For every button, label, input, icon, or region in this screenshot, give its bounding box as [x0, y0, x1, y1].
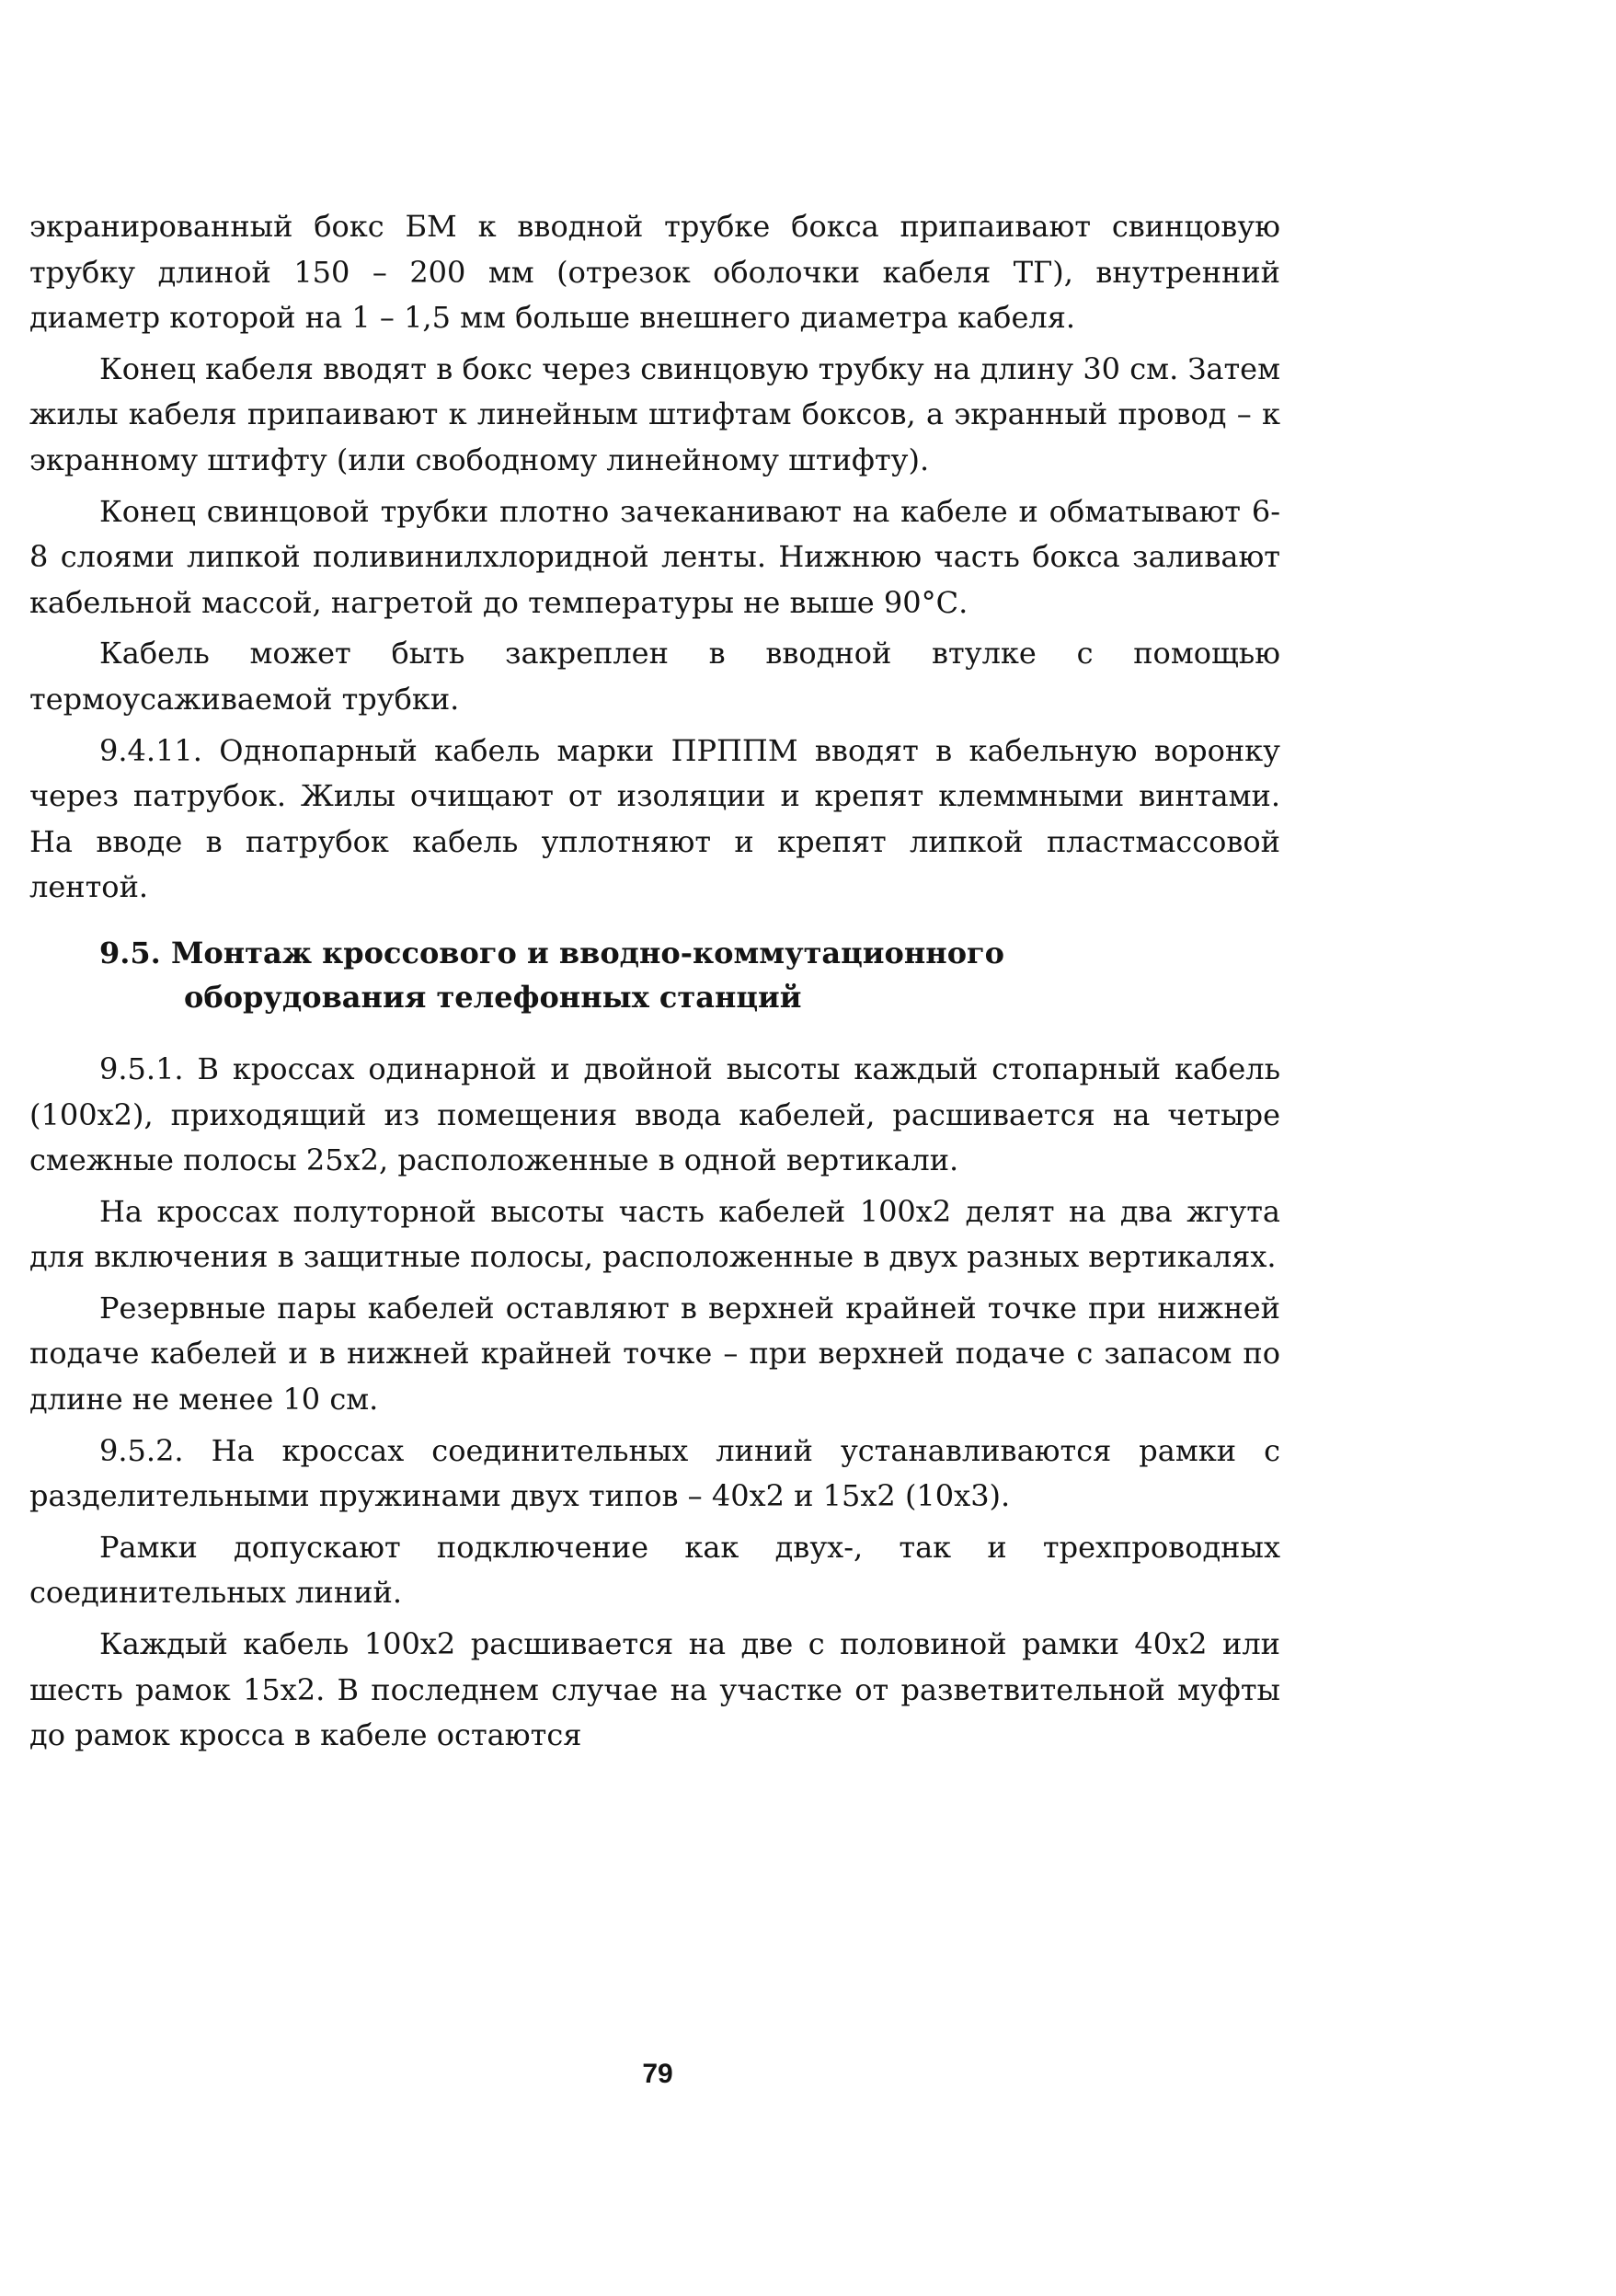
- paragraph: Каждый кабель 100х2 расшивается на две с половиной рамки 40х2 или шесть рамок 15х2. В последнем случае на участке от разветвительной муфты до рамок кросса в кабеле остаются: [29, 1626, 1280, 1753]
- paragraph: 9.4.11. Однопарный кабель марки ПРППМ вводят в кабельную воронку через патрубок. Жилы очищают от изоляции и крепят клеммными винтами. На вводе в патрубок кабель уплотняют и крепят липкой пластмассовой лентой.: [29, 732, 1280, 905]
- paragraph: Резервные пары кабелей оставляют в верхней крайней точке при нижней подаче кабелей и в нижней крайней точке – при верхней подаче с запасом по длине не менее 10 см.: [29, 1290, 1280, 1418]
- paragraph: На кроссах полуторной высоты часть кабелей 100х2 делят на два жгута для включения в защитные полосы, расположенные в двух разных вертикалях.: [29, 1193, 1280, 1275]
- paragraph: 9.5.2. На кроссах соединительных линий устанавливаются рамки с разделительными пружинами двух типов – 40х2 и 15х2 (10х3).: [29, 1432, 1280, 1514]
- page-number: 79: [642, 2059, 673, 2089]
- paragraph: Рамки допускают подключение как двух-, так и трехпроводных соединительных линий.: [29, 1529, 1280, 1611]
- paragraph-continued: экранированный бокс БМ к вводной трубке бокса припаивают свинцовую трубку длиной 150 – 200 мм (отрезок оболочки кабеля ТГ), внутренний диаметр которой на 1 – 1,5 мм больше внешнего диаметра кабеля.: [29, 209, 1280, 336]
- section-heading-line1: 9.5. Монтаж кроссового и вводно-коммутационного: [99, 935, 1004, 970]
- body-text: [29, 204, 1280, 1764]
- section-heading-line2: оборудования телефонных станций: [184, 979, 802, 1015]
- paragraph: Конец свинцовой трубки плотно зачеканивают на кабеле и обматывают 6-8 слоями липкой поливинилхлоридной ленты. Нижнюю часть бокса заливают кабельной массой, нагретой до температуры не выше 90°С.: [29, 493, 1280, 620]
- paragraph: 9.5.1. В кроссах одинарной и двойной высоты каждый стопарный кабель (100х2), приходящий из помещения ввода кабелей, расшивается на четыре смежные полосы 25х2, расположенные в одной вертикали.: [29, 1050, 1280, 1178]
- paragraph: Конец кабеля вводят в бокс через свинцовую трубку на длину 30 см. Затем жилы кабеля припаивают к линейным штифтам боксов, а экранный провод – к экранному штифту (или свободному линейному штифту).: [29, 350, 1280, 477]
- section-heading: [29, 931, 1280, 1019]
- paragraph: Кабель может быть закреплен в вводной втулке с помощью термоусаживаемой трубки.: [29, 636, 1280, 717]
